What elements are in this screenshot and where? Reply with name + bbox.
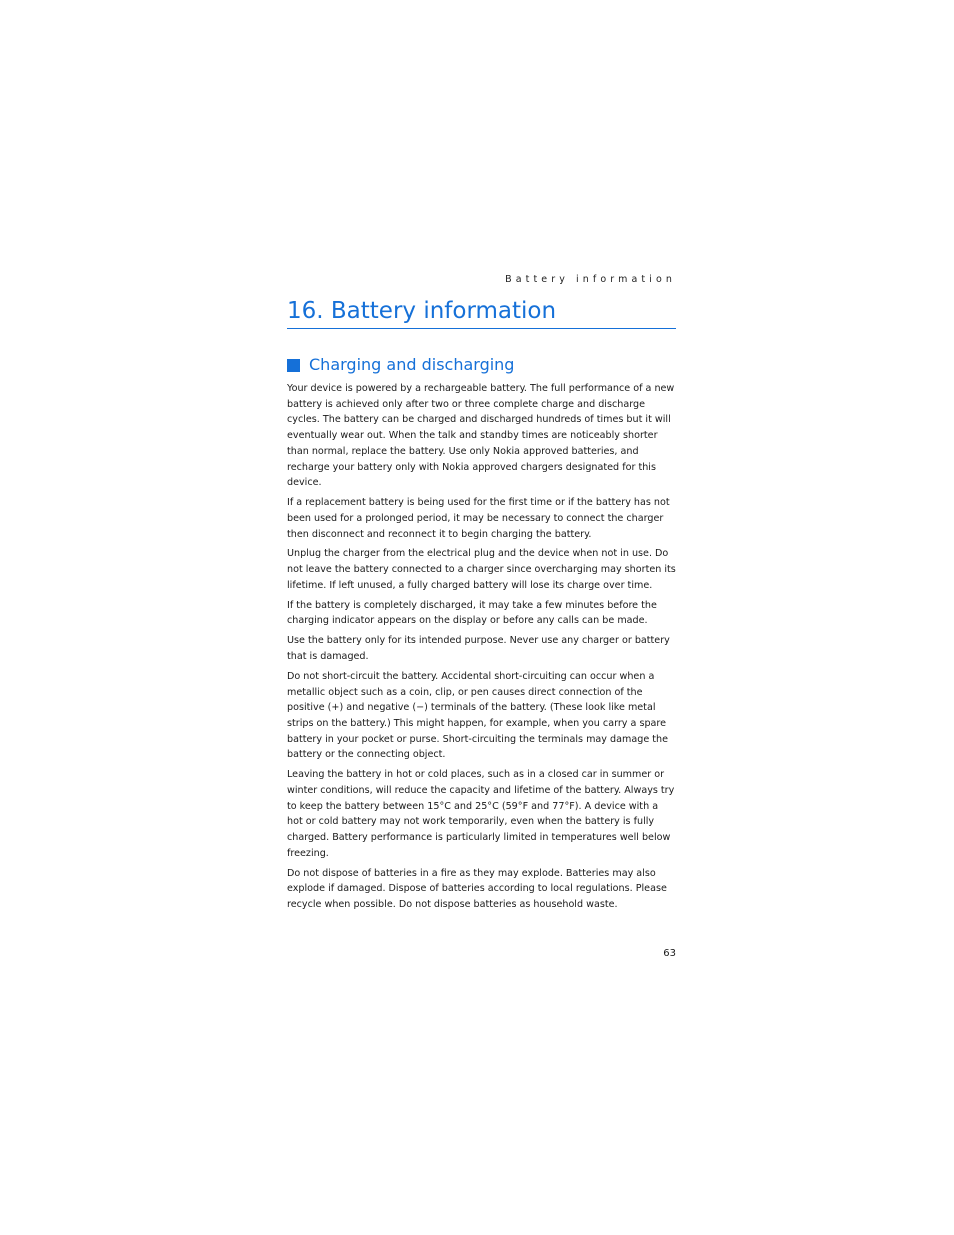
- paragraph: Do not dispose of batteries in a fire as they may explode. Batteries may also explode if damaged. Dispose of batteries according to local regulations. Please recycle when possible. Do not dispose batteries as household waste.: [287, 867, 667, 911]
- paragraph: Use the battery only for its intended purpose. Never use any charger or battery that is damaged.: [287, 635, 670, 662]
- paragraph: Do not short-circuit the battery. Accidental short-circuiting can occur when a metallic object such as a coin, clip, or pen causes direct connection of the positive (+) and negative (−) terminals of the battery. (These look like metal strips on the battery.) This might happen, for example, when you carry a spare battery in your pocket or purse. Short-circuiting the terminals may damage the battery or the connecting object.: [287, 670, 669, 761]
- section-heading: [287, 354, 676, 376]
- page-number: 63: [663, 948, 676, 959]
- paragraph: If the battery is completely discharged, it may take a few minutes before the charging indicator appears on the display or before any calls can be made.: [287, 599, 657, 627]
- paragraph: If a replacement battery is being used for the first time or if the battery has not been used for a prolonged period, it may be necessary to connect the charger then disconnect and reconnect it to begin charging the battery.: [287, 497, 670, 540]
- paragraph: Your device is powered by a rechargeable battery. The full performance of a new battery is achieved only after two or three complete charge and discharge cycles. The battery can be charged and discharged hundreds of times but it will eventually wear out. When the talk and standby times are noticeably shorter than normal, replace the battery. Use only Nokia approved batteries, and recharge your battery only with Nokia approved chargers designated for this device.: [287, 383, 675, 489]
- paragraph: Leaving the battery in hot or cold places, such as in a closed car in summer or winter conditions, will reduce the capacity and lifetime of the battery. Always try to keep the battery between 15°C and 25°C (59°F and 77°F). A device with a hot or cold battery may not work temporarily, even when the battery is fully charged. Battery performance is particularly limited in temperatures well below freezing.: [287, 769, 675, 859]
- section-bullet-square-icon: [287, 359, 300, 372]
- body-text: [287, 381, 676, 917]
- chapter-title: 16. Battery information: [287, 296, 676, 329]
- section-title: Charging and discharging: [309, 355, 515, 374]
- running-header: Battery information: [505, 274, 676, 285]
- paragraph: Unplug the charger from the electrical plug and the device when not in use. Do not leave the battery connected to a charger since overcharging may shorten its lifetime. If left unused, a fully charged battery will lose its charge over time.: [287, 548, 676, 591]
